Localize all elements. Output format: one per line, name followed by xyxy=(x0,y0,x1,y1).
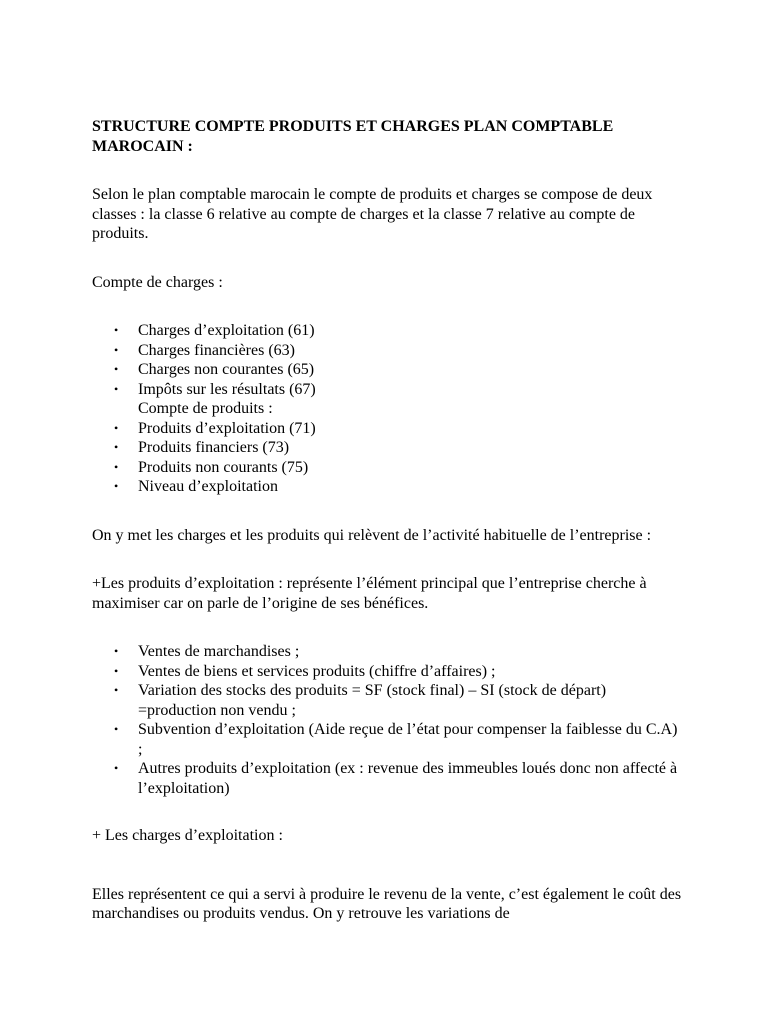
bullet-icon: • xyxy=(114,342,119,357)
list-item: • Subvention d’exploitation (Aide reçue de l’état pour compenser la faiblesse du C.A) ; xyxy=(114,721,678,758)
produits-subheading: Compte de produits : xyxy=(138,400,273,417)
produits-exploitation-list xyxy=(92,642,682,798)
charges-heading: Compte de charges : xyxy=(92,273,223,291)
list-item: • Produits d’exploitation (71) xyxy=(114,419,316,437)
list-item: • Produits non courants (75) xyxy=(114,458,309,476)
list-item: • Ventes de biens et services produits (chiffre d’affaires) ; xyxy=(114,662,496,680)
accounts-list xyxy=(92,321,682,497)
list-item: • Charges d’exploitation (61) xyxy=(114,322,315,339)
list-item: • Produits financiers (73) xyxy=(114,439,290,456)
bullet-icon: • xyxy=(114,323,119,337)
list-item: • Charges financières (63) xyxy=(114,341,295,359)
bullet-icon: • xyxy=(114,722,119,736)
produits-exploitation-paragraph: +Les produits d’exploitation : représente l’élément principal que l’entreprise cherche à maximiser car on parle de l’origine de ses bénéfices. xyxy=(92,575,647,612)
list-item: • Variation des stocks des produits = SF (stock final) – SI (stock de départ) =production non vendu ; xyxy=(114,682,607,719)
intro-paragraph: Selon le plan comptable marocain le compte de produits et charges se compose de deux classes : la classe 6 relative au compte de charges et la classe 7 relative au compte de produits. xyxy=(92,186,653,242)
bullet-icon: • xyxy=(114,440,119,454)
document-page xyxy=(92,117,682,924)
list-item: • Niveau d’exploitation xyxy=(114,478,278,495)
bullet-icon: • xyxy=(114,663,119,678)
bullet-icon: • xyxy=(114,459,119,474)
bullet-icon: • xyxy=(114,683,119,697)
bullet-icon: • xyxy=(114,420,119,435)
list-item: • Autres produits d’exploitation (ex : revenue des immeubles loués donc non affecté à l’exploitation) xyxy=(114,760,678,797)
bullet-icon: • xyxy=(114,362,119,376)
document-title: STRUCTURE COMPTE PRODUITS ET CHARGES PLAN COMPTABLE MAROCAIN : xyxy=(92,118,614,155)
charges-exploitation-paragraph: Elles représentent ce qui a servi à produire le revenu de la vente, c’est également le coût des marchandises ou produits vendus. On y retrouve les variations de xyxy=(92,885,682,922)
activity-paragraph: On y met les charges et les produits qui relèvent de l’activité habituelle de l’entreprise : xyxy=(92,526,652,544)
list-item: • Impôts sur les résultats (67) xyxy=(114,380,316,398)
list-item: • Charges non courantes (65) xyxy=(114,361,315,378)
charges-exploitation-heading: + Les charges d’exploitation : xyxy=(92,827,283,844)
bullet-icon: • xyxy=(114,644,119,658)
bullet-icon: • xyxy=(114,479,119,493)
bullet-icon: • xyxy=(114,381,119,396)
bullet-icon: • xyxy=(114,761,119,775)
list-item: • Ventes de marchandises ; xyxy=(114,643,300,660)
